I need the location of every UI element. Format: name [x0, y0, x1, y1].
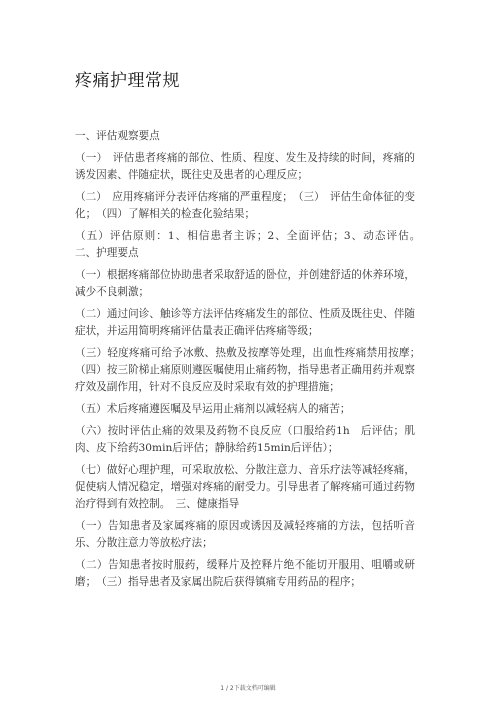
document-title: 疼痛护理常规 [75, 71, 180, 91]
paragraph: （五）术后疼痛遵医嘱及早运用止痛剂以减轻病人的痛苦； [75, 403, 351, 415]
paragraph: （五）评估原则：1、相信患者主诉；2、全面评估；3、动态评估。 二、护理要点 [75, 230, 426, 259]
paragraph: （一）告知患者及家属疼痛的原因或诱因及减轻疼痛的方法，包括听音乐、分散注意力等放松疗法； [75, 520, 415, 549]
paragraph: （六）按时评估止痛的效果及药物不良反应（口服给药1h 后评估；肌肉、皮下给药30min后评估；静脉给药15min后评估）； [75, 425, 415, 454]
page-footer: 1 / 2下载文档可编辑 [220, 685, 276, 692]
paragraph: （二）通过问诊、触诊等方法评估疼痛发生的部位、性质及既往史、伴随症状，并运用简明疼痛评估量表正确评估疼痛等级； [75, 308, 415, 337]
document-body [75, 128, 426, 596]
paragraph: （七）做好心理护理，可采取放松、分散注意力、音乐疗法等减轻疼痛，促使病人情况稳定，增强对疼痛的耐受力。引导患者了解疼痛可通过药物治疗得到有效控制。 三、健康指导 [75, 464, 415, 510]
paragraph: 一、评估观察要点 [75, 130, 160, 142]
paragraph: （二） 应用疼痛评分表评估疼痛的严重程度； （三） 评估生命体征的变化； （四）了解相关的检查化验结果； [75, 191, 415, 220]
paragraph: （一）根据疼痛部位协助患者采取舒适的卧位，并创建舒适的休养环境，减少不良刺激； [75, 269, 415, 298]
paragraph: （一） 评估患者疼痛的部位、性质、程度、发生及持续的时间，疼痛的诱发因素、伴随症状，既往史及患者的心理反应； [75, 152, 415, 181]
paragraph: （三）轻度疼痛可给予冰敷、热敷及按摩等处理，出血性疼痛禁用按摩； （四）按三阶梯止痛原则遵医嘱使用止痛药物，指导患者正确用药并观察疗效及副作用，针对不良反应及时采取有效的护理措施； [75, 347, 426, 393]
paragraph: （二）告知患者按时服药，缓释片及控释片绝不能切开服用、咀嚼或研磨； （三）指导患者及家属出院后获得镇痛专用药品的程序； [75, 559, 415, 588]
